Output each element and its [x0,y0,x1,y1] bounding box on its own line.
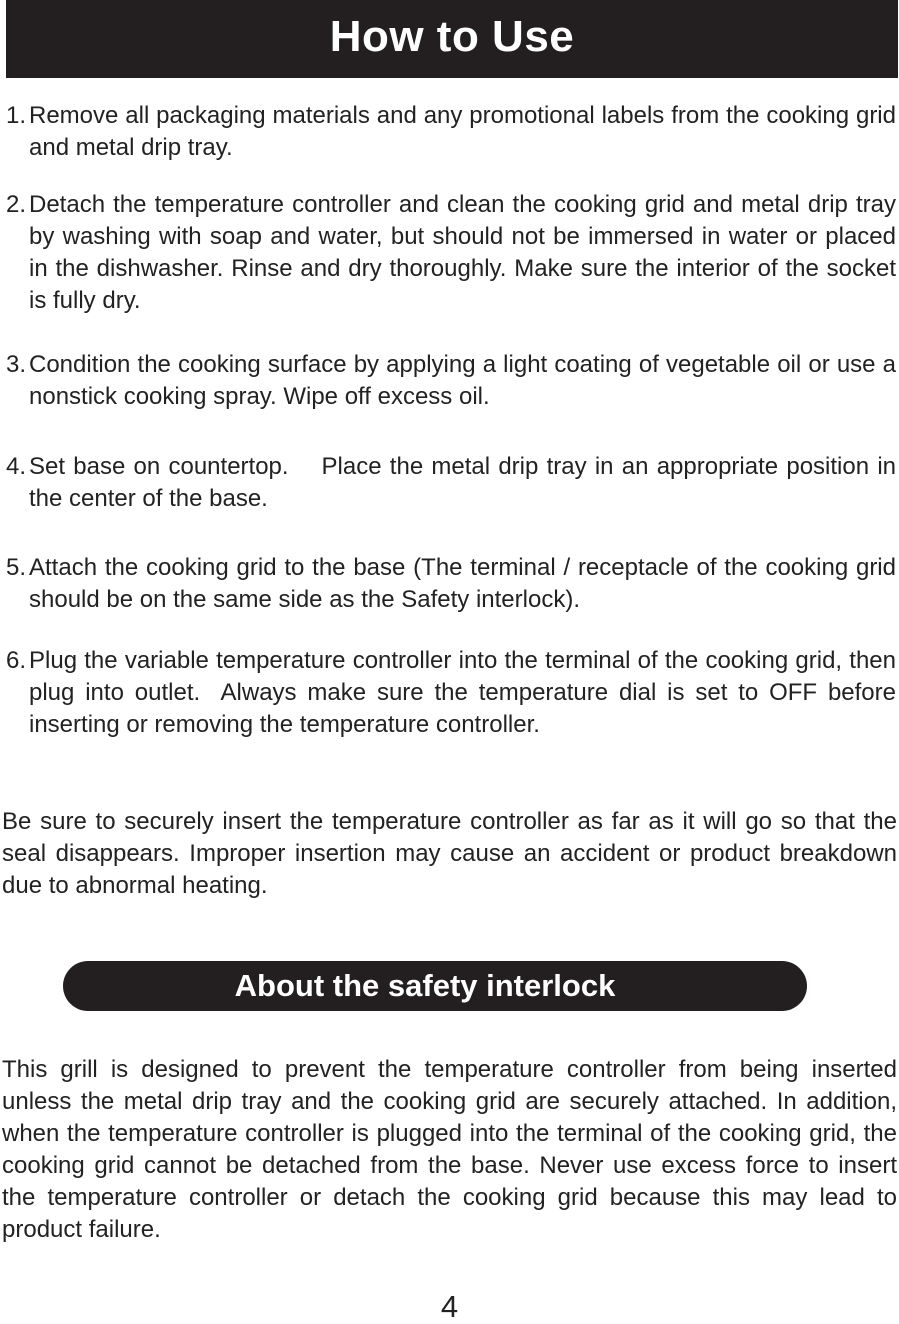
page-number: 4 [440,1289,459,1324]
step-number: 1. [6,102,27,129]
step-text: Plug the variable temperature controller into the terminal of the cooking grid, then plug into outlet. Always make sure the temperature dial is set to OFF before inserting or removing the temperature controller. [29,647,896,738]
caution-paragraph: Be sure to securely insert the temperature controller as far as it will go so that the seal disappears. Improper insertion may cause an accident or product breakdown due to abnormal heating. [2,808,897,899]
safety-interlock-paragraph: This grill is designed to prevent the temperature controller from being inserted unless the metal drip tray and the cooking grid are securely attached. In addition, when the temperature controller is plugged into the terminal of the cooking grid, the cooking grid cannot be detached from the base. Never use excess force to insert the temperature controller or detach the cooking grid because this may lead to product failure. [2,1056,897,1243]
step-3 [6,349,896,413]
step-2 [6,189,896,317]
step-6 [6,645,896,741]
step-text: Set base on countertop. Place the metal drip tray in an appropriate position in the center of the base. [29,453,896,512]
section-banner [63,961,807,1011]
step-text: Remove all packaging materials and any promotional labels from the cooking grid and metal drip tray. [29,102,896,161]
step-text: Detach the temperature controller and clean the cooking grid and metal drip tray by washing with soap and water, but should not be immersed in water or placed in the dishwasher. Rinse and dry thoroughly. Make sure the interior of the socket is fully dry. [29,191,896,314]
section-title: About the safety interlock [234,968,616,1003]
step-text: Attach the cooking grid to the base (The terminal / receptacle of the cooking grid should be on the same side as the Safety interlock). [29,554,896,613]
step-text: Condition the cooking surface by applying a light coating of vegetable oil or use a nonstick cooking spray. Wipe off excess oil. [29,351,896,410]
page-title: How to Use [329,12,575,61]
step-number: 3. [6,351,27,378]
step-4 [6,451,896,515]
step-5 [6,552,896,616]
step-number: 5. [6,554,27,581]
step-number: 4. [6,453,27,480]
step-number: 6. [6,647,27,674]
step-number: 2. [6,191,27,218]
title-banner [6,0,898,78]
step-1 [6,100,896,164]
